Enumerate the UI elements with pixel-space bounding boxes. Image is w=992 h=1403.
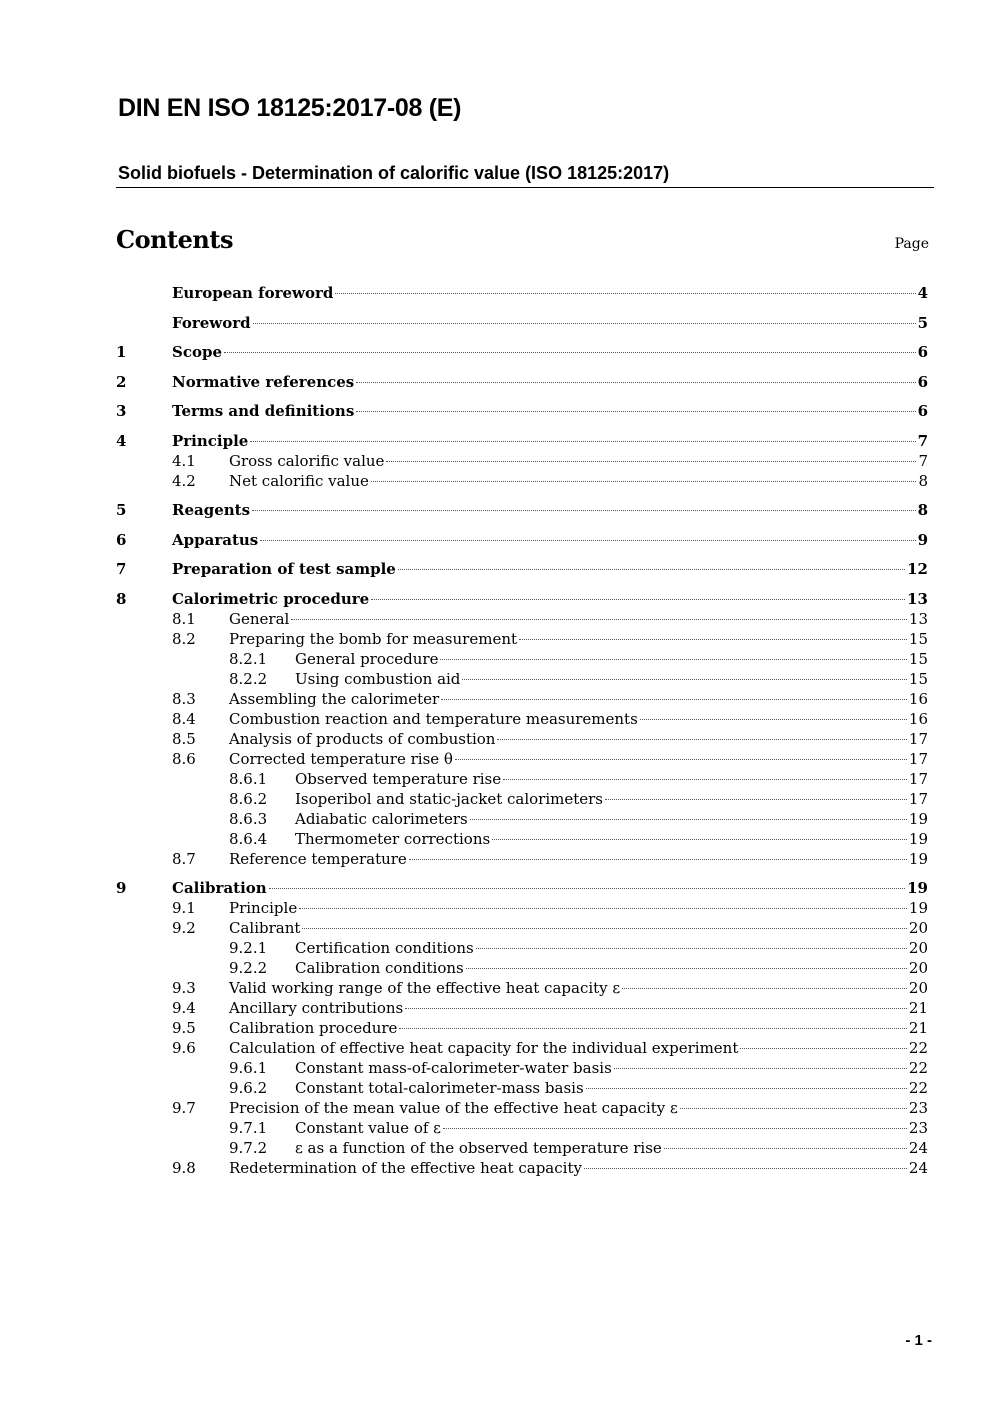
toc-entry-title: Scope xyxy=(172,343,223,361)
toc-entry-title: Reference temperature xyxy=(229,849,407,868)
toc-dot-leader xyxy=(680,1108,907,1109)
toc-dot-leader xyxy=(269,888,905,889)
toc-entry-number: 4.2 xyxy=(172,471,196,490)
toc-entry-page: 22 xyxy=(908,1059,928,1077)
toc-entry-page: 19 xyxy=(907,879,928,897)
toc-entry-title: Calorimetric procedure xyxy=(172,589,370,608)
toc-entry-number: 9.2 xyxy=(172,919,196,937)
toc-entry-title: Adiabatic calorimeters xyxy=(295,809,468,828)
toc-entry-title: Calibrant xyxy=(229,919,301,937)
toc-entry[interactable] xyxy=(116,530,928,550)
toc-entry-title: Certification conditions xyxy=(295,939,474,957)
toc-entry-number: 8.1 xyxy=(172,609,196,628)
toc-entry-number: 9.1 xyxy=(172,899,196,917)
toc-entry-title: Corrected temperature rise θ xyxy=(229,749,453,768)
toc-entry-page: 6 xyxy=(917,402,928,420)
toc-dot-leader xyxy=(299,908,907,909)
toc-entry-title: Analysis of products of combustion xyxy=(229,729,496,748)
toc-entry[interactable] xyxy=(116,1038,928,1058)
toc-dot-leader xyxy=(605,799,907,800)
toc-dot-leader xyxy=(371,599,905,600)
toc-entry-page: 20 xyxy=(908,919,928,937)
toc-entry[interactable] xyxy=(116,500,928,520)
toc-entry-title: ε as a function of the observed temperature rise xyxy=(295,1139,662,1157)
toc-dot-leader xyxy=(253,323,916,324)
toc-entry[interactable] xyxy=(116,938,928,958)
toc-entry-title: Redetermination of the effective heat capacity xyxy=(229,1159,582,1177)
standard-number: DIN EN ISO 18125:2017-08 (E) xyxy=(118,94,462,122)
toc-dot-leader xyxy=(466,968,907,969)
toc-dot-leader xyxy=(302,928,906,929)
toc-entry[interactable] xyxy=(116,1158,928,1178)
toc-entry[interactable] xyxy=(116,809,928,829)
toc-entry-page: 17 xyxy=(908,729,928,748)
toc-dot-leader xyxy=(398,569,905,570)
toc-entry-title: Constant value of ε xyxy=(295,1119,441,1137)
toc-dot-leader xyxy=(386,461,916,462)
toc-entry[interactable] xyxy=(116,451,928,471)
toc-dot-leader xyxy=(440,659,906,660)
toc-dot-leader xyxy=(519,639,907,640)
toc-dot-leader xyxy=(441,699,907,700)
toc-entry-page: 15 xyxy=(908,629,928,648)
toc-entry-number: 9.6.1 xyxy=(229,1059,268,1077)
toc-entry-page: 17 xyxy=(908,789,928,808)
toc-entry-number: 7 xyxy=(116,560,127,578)
toc-dot-leader xyxy=(443,1128,907,1129)
toc-entry-number: 4 xyxy=(116,431,127,450)
toc-entry-number: 9.6 xyxy=(172,1039,196,1057)
toc-entry-number: 5 xyxy=(116,501,127,519)
toc-entry-title: European foreword xyxy=(172,284,334,302)
toc-entry-page: 9 xyxy=(917,530,928,549)
toc-entry-page: 23 xyxy=(908,1119,928,1137)
toc-dot-leader xyxy=(586,1088,907,1089)
toc-dot-leader xyxy=(740,1048,907,1049)
toc-entry-title: Isoperibol and static-jacket calorimeters xyxy=(295,789,604,808)
toc-entry-number: 8.2.2 xyxy=(229,669,268,688)
toc-entry-number: 8.3 xyxy=(172,689,196,708)
toc-entry-title: Precision of the mean value of the effective heat capacity ε xyxy=(229,1099,678,1117)
toc-entry-page: 12 xyxy=(907,560,928,578)
toc-dot-leader xyxy=(455,759,907,760)
toc-entry-page: 5 xyxy=(917,313,928,332)
toc-entry-page: 6 xyxy=(917,343,928,361)
toc-entry[interactable] xyxy=(116,769,928,789)
toc-entry-page: 19 xyxy=(908,829,928,848)
toc-entry-page: 7 xyxy=(917,431,928,450)
toc-dot-leader xyxy=(664,1148,907,1149)
toc-entry[interactable] xyxy=(116,1138,928,1158)
toc-entry-number: 8.6.3 xyxy=(229,809,268,828)
page-column-label: Page xyxy=(894,236,929,252)
toc-entry-title: Foreword xyxy=(172,313,251,332)
toc-entry-number: 9.7 xyxy=(172,1099,196,1117)
toc-entry-title: Combustion reaction and temperature measurements xyxy=(229,709,638,728)
toc-entry[interactable] xyxy=(116,789,928,809)
toc-dot-leader xyxy=(462,679,906,680)
toc-entry-number: 8.2.1 xyxy=(229,649,268,668)
toc-entry-page: 4 xyxy=(917,284,928,302)
toc-entry[interactable] xyxy=(116,898,928,918)
toc-entry[interactable] xyxy=(116,649,928,669)
toc-entry-page: 22 xyxy=(908,1039,928,1057)
toc-dot-leader xyxy=(335,293,915,294)
toc-entry-title: Terms and definitions xyxy=(172,402,355,420)
toc-entry-page: 19 xyxy=(908,849,928,868)
toc-entry-title: Thermometer corrections xyxy=(295,829,491,848)
toc-entry-page: 8 xyxy=(917,501,928,519)
toc-entry-title: Gross calorific value xyxy=(229,451,385,470)
toc-entry[interactable] xyxy=(116,559,928,579)
toc-entry[interactable] xyxy=(116,372,928,392)
toc-entry-page: 23 xyxy=(908,1099,928,1117)
toc-dot-leader xyxy=(260,540,915,541)
toc-entry[interactable] xyxy=(116,1098,928,1118)
toc-entry-number: 4.1 xyxy=(172,451,196,470)
toc-entry-page: 22 xyxy=(908,1079,928,1097)
toc-entry-title: Principle xyxy=(229,899,298,917)
toc-dot-leader xyxy=(356,382,915,383)
toc-entry-page: 13 xyxy=(908,609,928,628)
toc-entry-page: 15 xyxy=(908,669,928,688)
toc-entry-title: Principle xyxy=(172,431,249,450)
toc-entry-page: 16 xyxy=(908,689,928,708)
toc-entry-title: Ancillary contributions xyxy=(229,999,404,1017)
toc-entry-number: 9.6.2 xyxy=(229,1079,268,1097)
toc-entry-page: 19 xyxy=(908,809,928,828)
toc-entry-title: Constant mass-of-calorimeter-water basis xyxy=(295,1059,612,1077)
toc-entry[interactable] xyxy=(116,342,928,362)
toc-entry[interactable] xyxy=(116,878,928,898)
toc-entry[interactable] xyxy=(116,283,928,303)
toc-entry-title: Constant total-calorimeter-mass basis xyxy=(295,1079,584,1097)
toc-entry[interactable] xyxy=(116,1078,928,1098)
toc-entry-page: 24 xyxy=(908,1159,928,1177)
toc-entry-number: 9 xyxy=(116,879,127,897)
toc-entry-number: 9.2.1 xyxy=(229,939,268,957)
toc-entry[interactable] xyxy=(116,1118,928,1138)
toc-entry[interactable] xyxy=(116,609,928,629)
toc-entry-page: 20 xyxy=(908,979,928,997)
toc-entry-title: Preparation of test sample xyxy=(172,560,396,578)
toc-entry-title: Observed temperature rise xyxy=(295,769,502,788)
toc-entry-page: 24 xyxy=(908,1139,928,1157)
toc-entry-page: 15 xyxy=(908,649,928,668)
toc-dot-leader xyxy=(250,441,915,442)
toc-entry-title: Valid working range of the effective heat capacity ε xyxy=(229,979,621,997)
toc-entry-number: 9.5 xyxy=(172,1019,196,1037)
toc-dot-leader xyxy=(291,619,907,620)
toc-entry-number: 9.4 xyxy=(172,999,196,1017)
toc-entry-page: 16 xyxy=(908,709,928,728)
toc-entry-page: 19 xyxy=(908,899,928,917)
table-of-contents xyxy=(116,280,928,1178)
toc-entry-page: 6 xyxy=(917,372,928,391)
toc-entry-number: 1 xyxy=(116,343,127,361)
toc-entry-number: 2 xyxy=(116,372,127,391)
toc-dot-leader xyxy=(409,859,907,860)
toc-dot-leader xyxy=(356,411,915,412)
toc-entry-number: 8.7 xyxy=(172,849,196,868)
toc-dot-leader xyxy=(614,1068,907,1069)
toc-entry-number: 8.5 xyxy=(172,729,196,748)
toc-entry-title: Calibration xyxy=(172,879,267,897)
toc-entry[interactable] xyxy=(116,729,928,749)
toc-dot-leader xyxy=(476,948,907,949)
toc-entry-title: Calibration procedure xyxy=(229,1019,398,1037)
toc-entry[interactable] xyxy=(116,313,928,333)
toc-entry-page: 13 xyxy=(907,589,928,608)
toc-entry-number: 8.4 xyxy=(172,709,196,728)
toc-dot-leader xyxy=(371,481,917,482)
toc-entry[interactable] xyxy=(116,471,928,491)
toc-entry[interactable] xyxy=(116,709,928,729)
toc-entry-number: 6 xyxy=(116,530,127,549)
toc-entry[interactable] xyxy=(116,431,928,451)
toc-dot-leader xyxy=(503,779,907,780)
toc-dot-leader xyxy=(405,1008,907,1009)
toc-entry-title: Assembling the calorimeter xyxy=(229,689,440,708)
toc-entry-number: 9.8 xyxy=(172,1159,196,1177)
page-number: - 1 - xyxy=(905,1332,932,1349)
toc-dot-leader xyxy=(224,352,916,353)
toc-entry-number: 8.2 xyxy=(172,629,196,648)
toc-entry-title: Preparing the bomb for measurement xyxy=(229,629,518,648)
toc-dot-leader xyxy=(497,739,906,740)
toc-entry-number: 8.6.2 xyxy=(229,789,268,808)
toc-entry[interactable] xyxy=(116,401,928,421)
toc-entry-title: Calibration conditions xyxy=(295,959,464,977)
toc-entry[interactable] xyxy=(116,829,928,849)
toc-entry-number: 8.6 xyxy=(172,749,196,768)
toc-entry-page: 20 xyxy=(908,939,928,957)
toc-entry-page: 17 xyxy=(908,749,928,768)
toc-dot-leader xyxy=(622,988,907,989)
toc-entry[interactable] xyxy=(116,1018,928,1038)
toc-entry[interactable] xyxy=(116,589,928,609)
toc-entry-title: Reagents xyxy=(172,501,251,519)
toc-dot-leader xyxy=(584,1168,907,1169)
toc-entry-page: 7 xyxy=(918,451,928,470)
toc-dot-leader xyxy=(470,819,907,820)
toc-entry-page: 17 xyxy=(908,769,928,788)
toc-entry-title: General procedure xyxy=(295,649,439,668)
toc-entry-page: 20 xyxy=(908,959,928,977)
toc-entry-title: General xyxy=(229,609,290,628)
toc-entry[interactable] xyxy=(116,849,928,869)
toc-entry-page: 8 xyxy=(918,471,928,490)
toc-entry-number: 9.7.1 xyxy=(229,1119,268,1137)
toc-entry-number: 9.3 xyxy=(172,979,196,997)
toc-entry-number: 3 xyxy=(116,402,127,420)
toc-entry[interactable] xyxy=(116,1058,928,1078)
toc-entry[interactable] xyxy=(116,749,928,769)
toc-entry[interactable] xyxy=(116,629,928,649)
toc-dot-leader xyxy=(252,510,916,511)
toc-entry[interactable] xyxy=(116,918,928,938)
toc-entry-title: Using combustion aid xyxy=(295,669,461,688)
toc-entry-page: 21 xyxy=(908,1019,928,1037)
toc-entry-title: Calculation of effective heat capacity for the individual experiment xyxy=(229,1039,739,1057)
toc-entry-number: 8.6.1 xyxy=(229,769,268,788)
toc-entry-title: Apparatus xyxy=(172,530,259,549)
toc-entry-number: 9.2.2 xyxy=(229,959,268,977)
toc-entry[interactable] xyxy=(116,978,928,998)
document-title: Solid biofuels - Determination of calorific value (ISO 18125:2017) xyxy=(118,163,670,183)
toc-entry[interactable] xyxy=(116,669,928,689)
toc-entry[interactable] xyxy=(116,689,928,709)
toc-entry-number: 8.6.4 xyxy=(229,829,268,848)
toc-entry-title: Normative references xyxy=(172,372,355,391)
toc-entry-number: 9.7.2 xyxy=(229,1139,268,1157)
toc-dot-leader xyxy=(492,839,907,840)
toc-dot-leader xyxy=(399,1028,907,1029)
toc-entry[interactable] xyxy=(116,958,928,978)
toc-entry-number: 8 xyxy=(116,589,127,608)
toc-entry-page: 21 xyxy=(908,999,928,1017)
toc-entry-title: Net calorific value xyxy=(229,471,369,490)
toc-entry[interactable] xyxy=(116,998,928,1018)
title-underline xyxy=(116,187,934,188)
contents-heading: Contents xyxy=(116,225,233,254)
toc-dot-leader xyxy=(640,719,907,720)
